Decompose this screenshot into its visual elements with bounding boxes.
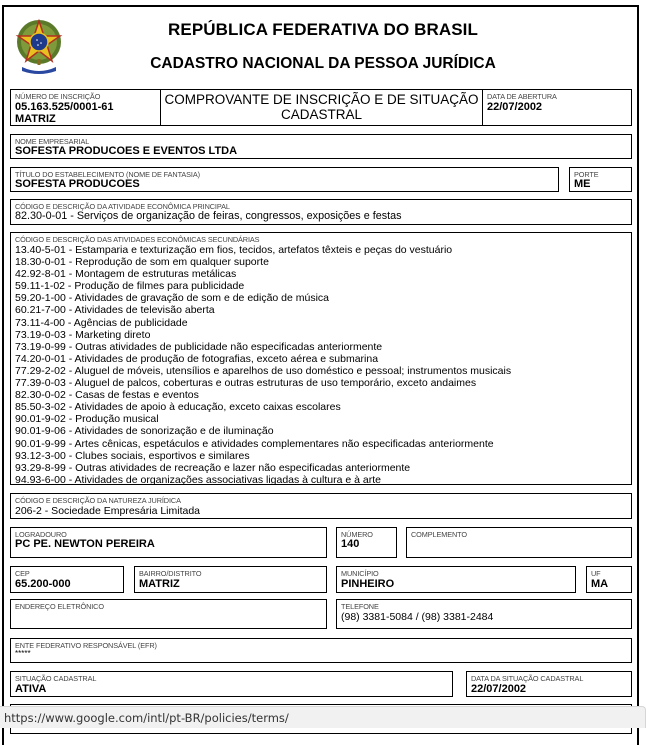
data-situacao-label: DATA DA SITUAÇÃO CADASTRAL <box>471 674 584 683</box>
list-item: 73.11-4-00 - Agências de publicidade <box>15 316 188 329</box>
list-item: 74.20-0-01 - Atividades de produção de fotografias, exceto aérea e submarina <box>15 352 379 365</box>
cep-value: 65.200-000 <box>15 578 71 590</box>
atividade-principal-label: CÓDIGO E DESCRIÇÃO DA ATIVIDADE ECONÔMICA PRINCIPAL <box>15 202 230 211</box>
complemento-box <box>406 527 632 558</box>
numero-value: 140 <box>341 538 360 550</box>
numero-box <box>336 527 397 558</box>
list-item: 93.12-3-00 - Clubes sociais, esportivos e similares <box>15 449 250 462</box>
atividades-secundarias-box <box>10 232 632 485</box>
list-item: 13.40-5-01 - Estamparia e texturização em fios, tecidos, artefatos têxteis e peças do vestuário <box>15 244 453 256</box>
natureza-juridica-box <box>10 493 632 519</box>
efr-label: ENTE FEDERATIVO RESPONSÁVEL (EFR) <box>15 641 157 650</box>
municipio-label: MUNICÍPIO <box>341 569 379 578</box>
efr-value: ***** <box>15 649 31 658</box>
comprovante-line2: CADASTRAL <box>280 107 363 122</box>
list-item: 85.50-3-02 - Atividades de apoio à educação, exceto caixas escolares <box>15 401 341 414</box>
natureza-juridica-label: CÓDIGO E DESCRIÇÃO DA NATUREZA JURÍDICA <box>15 496 181 505</box>
atividades-secundarias-label: CÓDIGO E DESCRIÇÃO DAS ATIVIDADES ECONÔMICAS SECUNDÁRIAS <box>15 235 260 244</box>
comprovante-line1: COMPROVANTE DE INSCRIÇÃO E DE SITUAÇÃO <box>164 92 479 107</box>
situacao-box <box>10 671 453 697</box>
logradouro-value: PC PE. NEWTON PEREIRA <box>15 538 155 550</box>
bairro-box <box>134 566 327 593</box>
uf-label: UF <box>591 569 601 578</box>
inscricao-label: NÚMERO DE INSCRIÇÃO <box>15 92 101 101</box>
titulo-value: SOFESTA PRODUCOES <box>15 178 140 190</box>
situacao-label: SITUAÇÃO CADASTRAL <box>15 674 97 683</box>
list-item: 94.93-6-00 - Atividades de organizações associativas ligadas à cultura e à arte <box>15 473 381 486</box>
list-item: 42.92-8-01 - Montagem de estruturas metálicas <box>15 268 237 281</box>
abertura-label: DATA DE ABERTURA <box>487 92 557 101</box>
list-item: 77.39-0-03 - Aluguel de palcos, coberturas e outras estruturas de uso temporário, exceto andaimes <box>15 377 477 390</box>
tipo-value: MATRIZ <box>15 113 56 125</box>
data-situacao-value: 22/07/2002 <box>471 683 527 695</box>
natureza-juridica-value: 206-2 - Sociedade Empresária Limitada <box>15 505 201 517</box>
municipio-box <box>336 566 576 593</box>
atividades-secundarias-list <box>15 244 511 486</box>
page-title: REPÚBLICA FEDERATIVA DO BRASIL <box>168 20 478 39</box>
list-item: 59.11-1-02 - Produção de filmes para publicidade <box>15 280 245 293</box>
email-box <box>10 599 327 629</box>
telefone-box <box>336 599 632 629</box>
logradouro-label: LOGRADOURO <box>15 530 67 539</box>
email-label: ENDEREÇO ELETRÔNICO <box>15 602 104 611</box>
bairro-value: MATRIZ <box>139 578 180 590</box>
data-situacao-box <box>466 671 632 697</box>
nome-empresarial-box <box>10 134 632 159</box>
porte-label: PORTE <box>574 170 599 179</box>
cep-label: CEP <box>15 569 30 578</box>
abertura-box <box>482 89 632 126</box>
numero-label: NÚMERO <box>341 530 373 539</box>
porte-value: ME <box>574 178 591 190</box>
abertura-value: 22/07/2002 <box>487 101 543 113</box>
list-item: 18.30-0-01 - Reprodução de som em qualquer suporte <box>15 256 269 269</box>
status-url: https://www.google.com/intl/pt-BR/policies/terms/ <box>4 711 289 725</box>
list-item: 73.19-0-99 - Outras atividades de publicidade não especificadas anteriormente <box>15 340 383 353</box>
titulo-label: TÍTULO DO ESTABELECIMENTO (NOME DE FANTASIA) <box>15 170 200 179</box>
list-item: 77.29-2-02 - Aluguel de móveis, utensílios e aparelhos de uso doméstico e pessoal; instrumentos musicais <box>15 364 512 377</box>
municipio-value: PINHEIRO <box>341 578 395 590</box>
list-item: 59.20-1-00 - Atividades de gravação de som e de edição de música <box>15 292 330 305</box>
cnpj-value: 05.163.525/0001-61 <box>15 101 114 113</box>
cep-box <box>10 566 124 593</box>
list-item: 73.19-0-03 - Marketing direto <box>15 328 151 341</box>
telefone-value: (98) 3381-5084 / (98) 3381-2484 <box>341 611 494 623</box>
inscricao-box <box>10 89 161 126</box>
complemento-label: COMPLEMENTO <box>411 530 467 539</box>
list-item: 90.01-9-06 - Atividades de sonorização e de iluminação <box>15 425 274 438</box>
browser-status-bar <box>0 706 646 728</box>
comprovante-title <box>161 92 482 122</box>
nome-empresarial-label: NOME EMPRESARIAL <box>15 137 90 146</box>
list-item: 60.21-7-00 - Atividades de televisão aberta <box>15 304 215 317</box>
list-item: 90.01-9-99 - Artes cênicas, espetáculos e atividades complementares não especificadas anteriormente <box>15 437 494 450</box>
porte-box <box>569 167 632 192</box>
atividade-principal-box <box>10 199 632 225</box>
situacao-value: ATIVA <box>15 683 47 695</box>
efr-box <box>10 638 632 663</box>
telefone-label: TELEFONE <box>341 602 379 611</box>
list-item: 93.29-8-99 - Outras atividades de recreação e lazer não especificadas anteriormente <box>15 461 411 474</box>
uf-value: MA <box>591 578 609 590</box>
nome-empresarial-value: SOFESTA PRODUCOES E EVENTOS LTDA <box>15 145 238 157</box>
atividade-principal-value: 82.30-0-01 - Serviços de organização de feiras, congressos, exposições e festas <box>15 210 402 222</box>
list-item: 82.30-0-02 - Casas de festas e eventos <box>15 389 199 402</box>
logradouro-box <box>10 527 327 558</box>
uf-box <box>586 566 632 593</box>
list-item: 90.01-9-02 - Produção musical <box>15 413 159 426</box>
comprovante-box <box>160 89 483 126</box>
page-subtitle: CADASTRO NACIONAL DA PESSOA JURÍDICA <box>150 55 496 72</box>
bairro-label: BAIRRO/DISTRITO <box>139 569 202 578</box>
titulo-box <box>10 167 559 192</box>
